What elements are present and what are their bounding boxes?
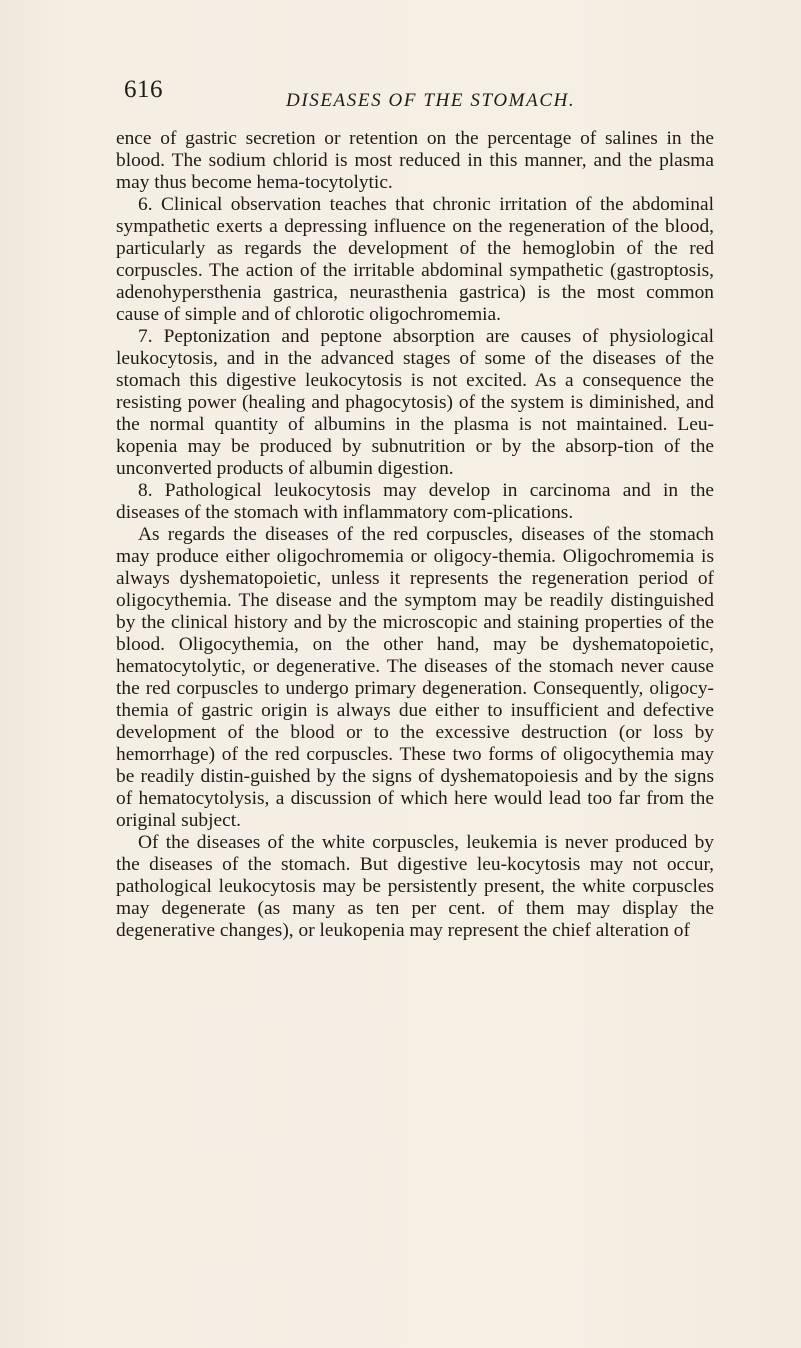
body-text [116,128,714,942]
paragraph-point-6: 6. Clinical observation teaches that chronic irritation of the abdominal sympathetic exerts a depressing influence on the regeneration of the blood, particularly as regards the development of the hemoglobin of the red corpuscles. The action of the irritable abdominal sympathetic (gastroptosis, adenohypersthenia gastrica, neurasthenia gastrica) is the most common cause of simple and of chlorotic oligochromemia. [116,194,714,325]
paragraph-point-8: 8. Pathological leukocytosis may develop in carcinoma and in the diseases of the stomach with inflammatory com-plications. [116,480,714,523]
paragraph-white-corpuscles: Of the diseases of the white corpuscles, leukemia is never produced by the diseases of the stomach. But digestive leu-kocytosis may not occur, pathological leukocytosis may be persistently present, the white corpuscles may degenerate (as many as ten per cent. of them may display the degenerative changes), or leukopenia may represent the chief alteration of [116,832,714,941]
paragraph-continued: ence of gastric secretion or retention on the percentage of salines in the blood. The sodium chlorid is most reduced in this manner, and the plasma may thus become hema-tocytolytic. [116,128,714,193]
running-title: DISEASES OF THE STOMACH. [286,90,576,111]
page-number: 616 [124,76,163,103]
paragraph-point-7: 7. Peptonization and peptone absorption are causes of physiological leukocytosis, and in the advanced stages of some of the diseases of the stomach this digestive leukocytosis is not excited. As a consequence the resisting power (healing and phagocytosis) of the system is diminished, and the normal quantity of albumins in the plasma is not maintained. Leu-kopenia may be produced by subnutrition or by the absorp-tion of the unconverted products of albumin digestion. [116,326,714,479]
paragraph-red-corpuscles: As regards the diseases of the red corpuscles, diseases of the stomach may produce either oligochromemia or oligocy-themia. Oligochromemia is always dyshematopoietic, unless it represents the regeneration period of oligocythemia. The disease and the symptom may be readily distinguished by the clinical history and by the microscopic and staining properties of the blood. Oligocythemia, on the other hand, may be dyshematopoietic, hematocytolytic, or degenerative. The diseases of the stomach never cause the red corpuscles to undergo primary degeneration. Consequently, oligocy-themia of gastric origin is always due either to insufficient and defective development of the blood or to the excessive destruction (or loss by hemorrhage) of the red corpuscles. These two forms of oligocythemia may be readily distin-guished by the signs of dyshematopoiesis and by the signs of hematocytolysis, a discussion of which here would lead too far from the original subject. [116,524,714,831]
page-header [124,76,724,112]
